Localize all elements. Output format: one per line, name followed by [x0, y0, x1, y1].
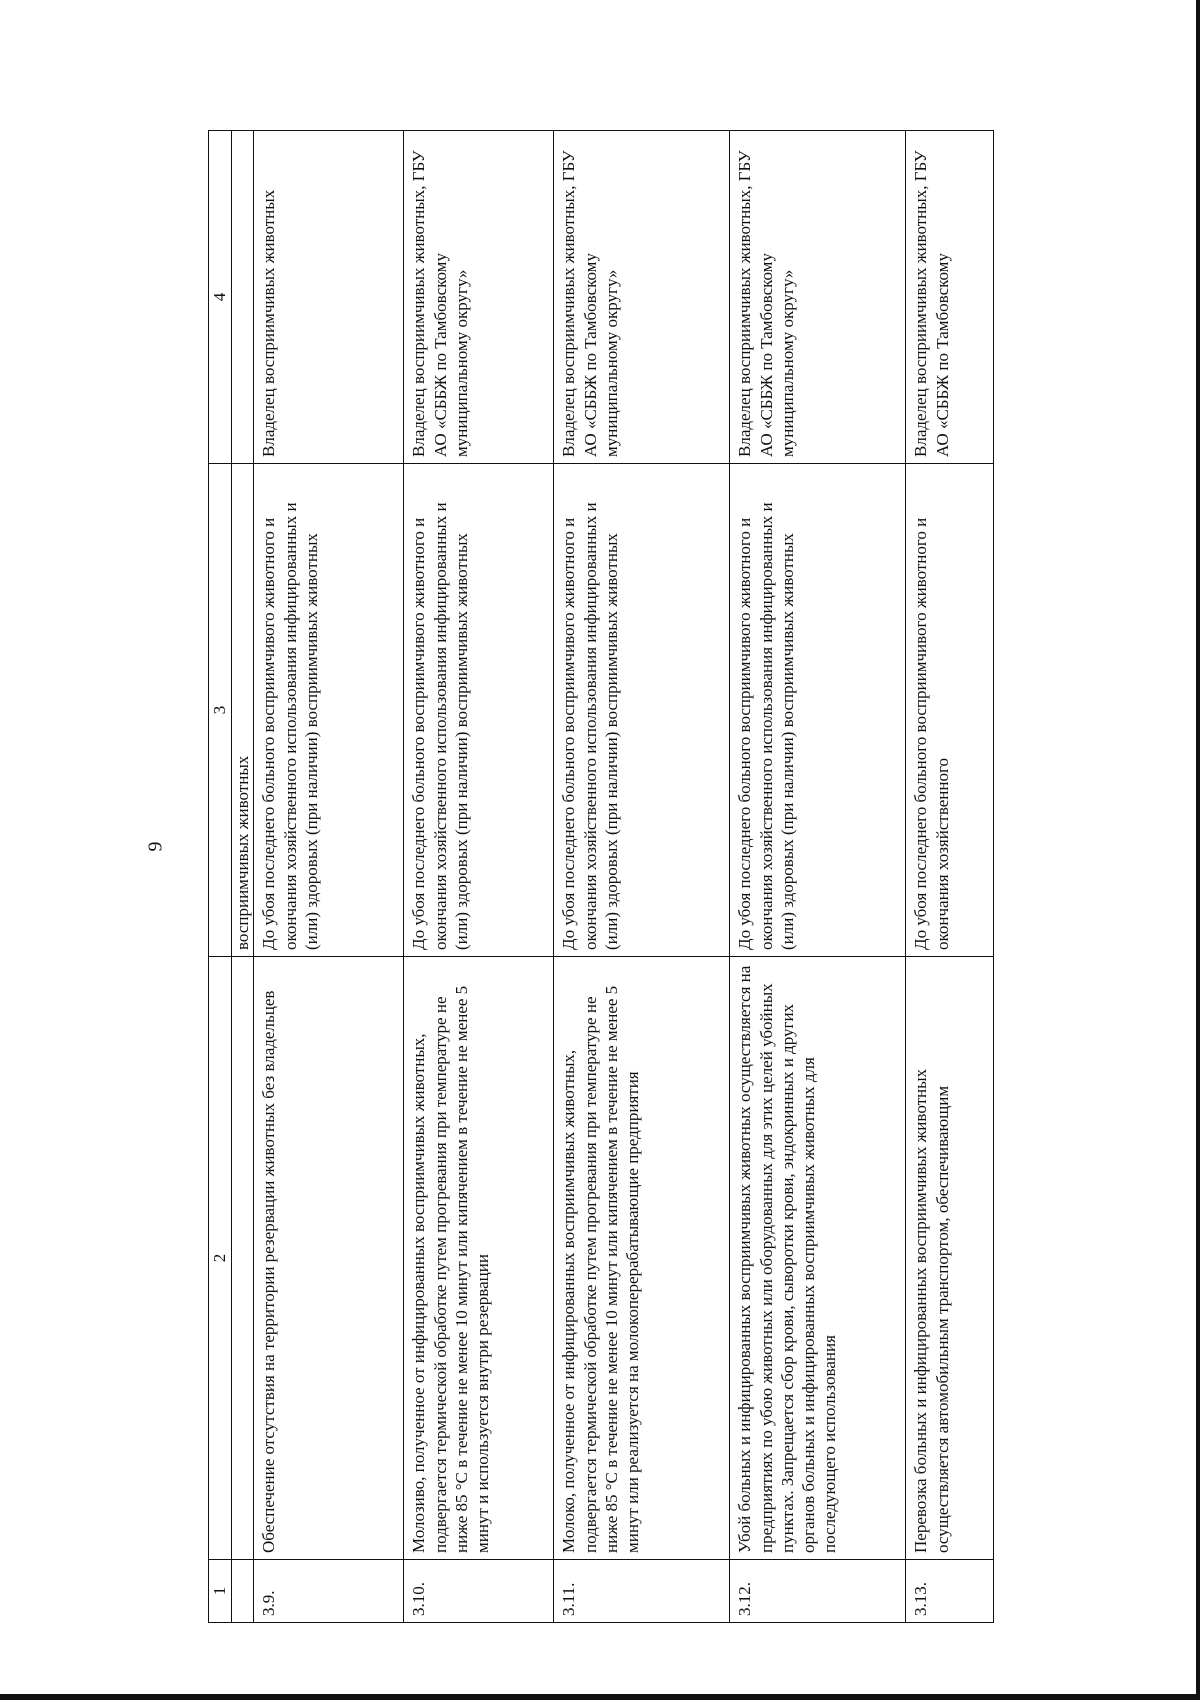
continuation-cell-2 [232, 957, 254, 1560]
row-period: До убоя последнего больного восприимчивого животного и окончания хозяйственного [906, 464, 994, 957]
table-row [906, 131, 994, 1623]
row-measure: Перевозка больных и инфицированных восприимчивых животных осуществляется автомобильным транспортом, обеспечивающим [906, 957, 994, 1560]
continuation-cell-1 [232, 1560, 254, 1623]
measures-table-rotated [208, 150, 1040, 1623]
row-number: 3.10. [404, 1560, 554, 1623]
continuation-row [232, 131, 254, 1623]
row-number: 3.9. [254, 1560, 404, 1623]
row-period: До убоя последнего больного восприимчивого животного и окончания хозяйственного использования инфицированных и (или) здоровых (при наличии) восприимчивых животных [404, 464, 554, 957]
header-col-3: 3 [209, 464, 232, 957]
row-measure: Молоко, полученное от инфицированных восприимчивых животных, подвергается термической обработке путем прогревания при температуре не ниже 85 °С в течение не менее 10 минут или кипячением в течение не менее 5 минут или реализуется на молокоперерабатывающие предприятия [554, 957, 730, 1560]
table-row [554, 131, 730, 1623]
row-responsible: Владелец восприимчивых животных [254, 131, 404, 464]
row-responsible: Владелец восприимчивых животных, ГБУ АО «СББЖ по Тамбовскому муниципальному округу» [554, 131, 730, 464]
scan-edge-bottom [0, 1694, 1200, 1700]
row-number: 3.11. [554, 1560, 730, 1623]
row-number: 3.13. [906, 1560, 994, 1623]
continuation-cell-4 [232, 131, 254, 464]
row-measure: Молозиво, полученное от инфицированных восприимчивых животных, подвергается термической обработке путем прогревания при температуре не ниже 85 °С в течение не менее 10 минут или кипячением в течение не менее 5 минут и используется внутри резервации [404, 957, 554, 1560]
table-row [730, 131, 906, 1623]
row-responsible: Владелец восприимчивых животных, ГБУ АО «СББЖ по Тамбовскому муниципальному округу» [404, 131, 554, 464]
row-period: До убоя последнего больного восприимчивого животного и окончания хозяйственного использования инфицированных и (или) здоровых (при наличии) восприимчивых животных [730, 464, 906, 957]
row-responsible: Владелец восприимчивых животных, ГБУ АО «СББЖ по Тамбовскому [906, 131, 994, 464]
scan-edge-right [1196, 0, 1200, 1700]
table-header-row [209, 131, 232, 1623]
table-row [254, 131, 404, 1623]
row-responsible: Владелец восприимчивых животных, ГБУ АО «СББЖ по Тамбовскому муниципальному округу» [730, 131, 906, 464]
table-row [404, 131, 554, 1623]
header-col-4: 4 [209, 131, 232, 464]
measures-table [208, 130, 994, 1623]
header-col-1: 1 [209, 1560, 232, 1623]
row-period: До убоя последнего больного восприимчивого животного и окончания хозяйственного использования инфицированных и (или) здоровых (при наличии) восприимчивых животных [554, 464, 730, 957]
row-measure: Убой больных и инфицированных восприимчивых животных осуществляется на предприятиях по убою животных или оборудованных для этих целей убойных пунктах. Запрещается сбор крови, сыворотки крови, эндокринных и других органов больных и инфицированных восприимчивых животных для последующего использования [730, 957, 906, 1560]
header-col-2: 2 [209, 957, 232, 1560]
row-period: До убоя последнего больного восприимчивого животного и окончания хозяйственного использования инфицированных и (или) здоровых (при наличии) восприимчивых животных [254, 464, 404, 957]
page-number: 9 [144, 841, 167, 852]
continuation-cell-3: восприимчивых животных [232, 464, 254, 957]
row-number: 3.12. [730, 1560, 906, 1623]
row-measure: Обеспечение отсутствия на территории резервации животных без владельцев [254, 957, 404, 1560]
